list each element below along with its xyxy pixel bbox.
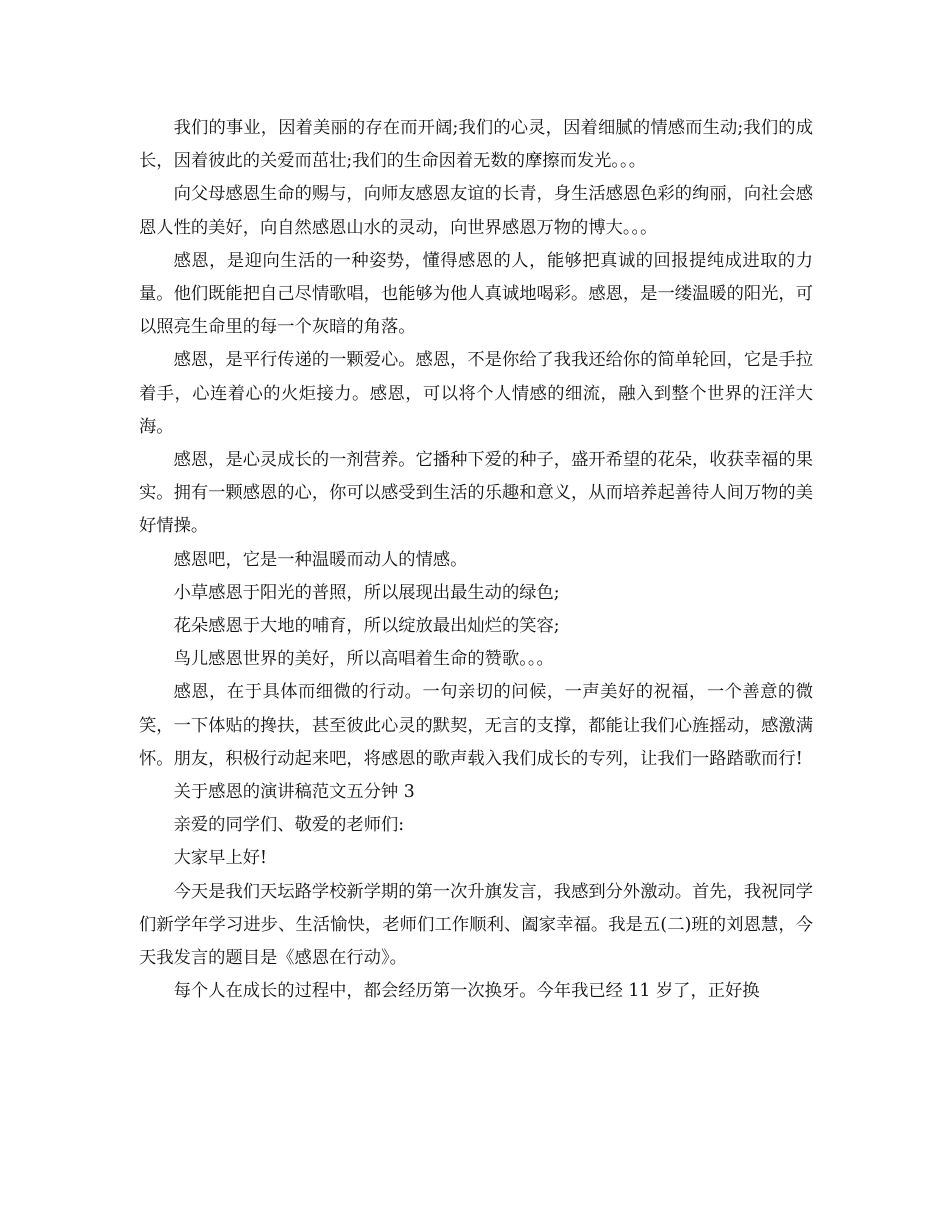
greeting: 大家早上好!: [173, 848, 267, 869]
paragraph: 花朵感恩于大地的哺育，所以绽放最出灿烂的笑容;: [173, 616, 560, 637]
paragraph: 感恩，是心灵成长的一剂营养。它播种下爱的种子，盛开希望的花朵，收获幸福的果实。拥有一颗感恩的心，你可以感受到生活的乐趣和意义，从而培养起善待人间万物的美好情操。: [139, 450, 814, 537]
paragraph: 小草感恩于阳光的普照，所以展现出最生动的绿色;: [173, 582, 560, 603]
document-page: [139, 112, 813, 1008]
paragraph: 鸟儿感恩世界的美好，所以高唱着生命的赞歌。。。: [173, 649, 554, 670]
paragraph: 感恩，是迎向生活的一种姿势，懂得感恩的人，能够把真诚的回报提纯成进取的力量。他们既能把自己尽情歌唱，也能够为他人真诚地喝彩。感恩，是一缕温暖的阳光，可以照亮生命里的每一个灰暗的角落。: [139, 250, 813, 338]
section-heading: 关于感恩的演讲稿范文五分钟 3: [173, 782, 415, 803]
paragraph: 每个人在成长的过程中，都会经历第一次换牙。今年我已经 11 岁了，正好换: [173, 981, 760, 1002]
paragraph: 感恩，在于具体而细微的行动。一句亲切的问候，一声美好的祝福，一个善意的微笑，一下体贴的搀扶，甚至彼此心灵的默契，无言的支撑，都能让我们心旌摇动，感激满怀。朋友，积极行动起来吧，将感恩的歌声载入我们成长的专列，让我们一路踏歌而行!: [139, 682, 813, 769]
paragraph: 感恩，是平行传递的一颗爱心。感恩，不是你给了我我还给你的简单轮回，它是手拉着手，心连着心的火炬接力。感恩，可以将个人情感的细流，融入到整个世界的汪洋大海。: [139, 350, 814, 437]
paragraph: 今天是我们天坛路学校新学期的第一次升旗发言，我感到分外激动。首先，我祝同学们新学年学习进步、生活愉快，老师们工作顺利、阖家幸福。我是五(二)班的刘恩慧，今天我发言的题目是《感恩在行动》。: [139, 881, 814, 969]
paragraph: 感恩吧，它是一种温暖而动人的情感。: [173, 549, 468, 570]
paragraph: 向父母感恩生命的赐与，向师友感恩友谊的长青，身生活感恩色彩的绚丽，向社会感恩人性的美好，向自然感恩山水的灵动，向世界感恩万物的博大。。。: [139, 184, 814, 238]
salutation: 亲爱的同学们、敬爱的老师们:: [173, 815, 405, 836]
paragraph: 我们的事业，因着美丽的存在而开阔;我们的心灵，因着细腻的情感而生动;我们的成长，因着彼此的关爱而茁壮;我们的生命因着无数的摩擦而发光。。。: [139, 118, 813, 172]
